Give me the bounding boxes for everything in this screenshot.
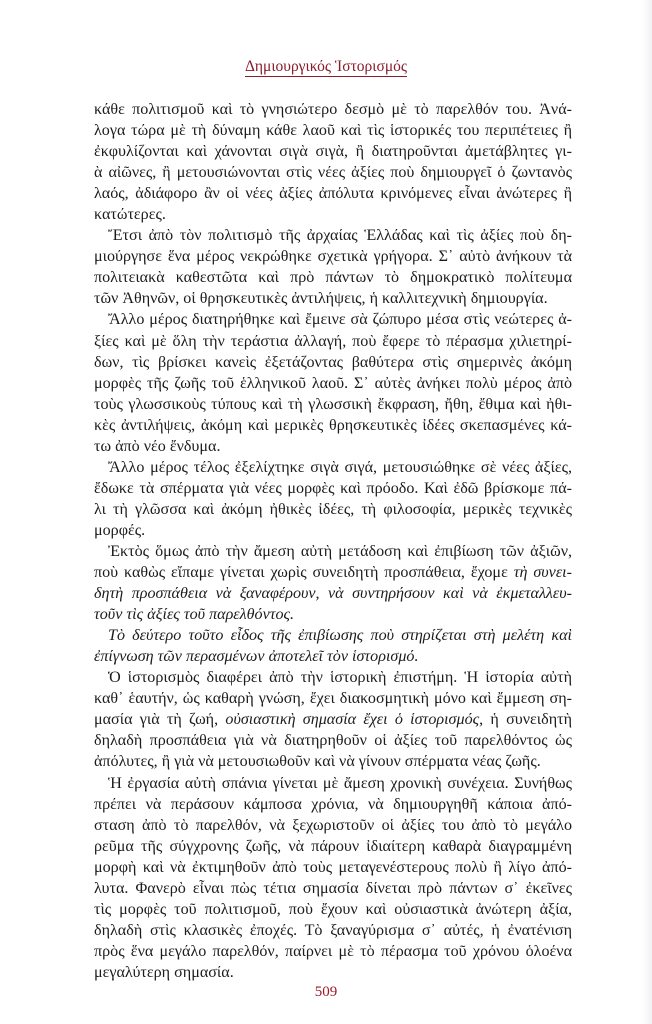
- text-line: σταση ἀπὸ τὸ παρελθόν, νὰ ξεχωριστοῦν οἱ ἀξίες του ἀπὸ τὸ μεγάλο: [94, 816, 572, 834]
- emphasis: οὐσιαστικὴ σημασία ἔχει ὁ ἱστορισμός: [225, 711, 480, 729]
- text-line: κατώτερες.: [94, 206, 166, 224]
- text-line: μιούργησε ἕνα μέρος νεκρώθηκε σχετικὰ γρήγορα. Σ᾽ αὐτὸ ἀνήκουν τὰ: [94, 248, 572, 266]
- text-line: τοὺς γλωσσικοὺς τύπους καὶ τὴ γλωσσικὴ ἔκφραση, ἤθη, ἔθιμα καὶ ἠθι-: [94, 395, 572, 413]
- paragraph: [94, 667, 572, 772]
- text-line: δητὴ προσπάθεια νὰ ξαναφέρουν, νὰ συντηρήσουν καὶ νὰ ἐκμεταλλευ-: [94, 585, 572, 603]
- text-line: δηλαδὴ στὶς κλασικὲς ἐποχές. Τὸ ξαναγύρισμα σ᾽ αὐτές, ἡ ἐνατένιση: [94, 921, 572, 939]
- text-line: τὶς μορφὲς τοῦ πολιτισμοῦ, ποὺ ἔχουν καὶ οὐσιαστικὰ ἀνώτερη ἀξία,: [94, 900, 572, 918]
- text-line: λογα τώρα μὲ τὴ δύναμη κάθε λαοῦ καὶ τὶς ἱστορικές του περιπέτειες ἢ: [94, 122, 572, 140]
- page-body: [94, 99, 572, 983]
- paragraph: [94, 99, 572, 225]
- paragraph: [94, 225, 572, 309]
- text-line: ἔδωκε τὰ σπέρματα γιὰ νέες μορφὲς καὶ πρόοδο. Καὶ ἐδῶ βρίσκομε πά-: [94, 479, 572, 497]
- text-line: λαός, ἀδιάφορο ἂν οἱ νέες ἀξίες ἀπόλυτα κρινόμενες εἶναι ἀνώτερες ἢ: [94, 185, 572, 203]
- text-line: τῶν Ἀθηνῶν, οἱ θρησκευτικὲς ἀντιλήψεις, ἡ καλλιτεχνικὴ δημιουργία.: [94, 290, 548, 308]
- running-title: Δημιουργικός Ἱστορισμός: [244, 58, 408, 75]
- text-line: λι τὴ γλῶσσα καὶ ἀκόμη ἠθικὲς ἰδέες, τὴ φιλοσοφία, μερικὲς τεχνικὲς: [94, 500, 572, 518]
- paragraph: [94, 457, 572, 541]
- text-line: μασία γιὰ τὴ ζωή, οὐσιαστικὴ σημασία ἔχει ὁ ἱστορισμός, ἡ συνειδητὴ: [94, 711, 572, 729]
- text-line: Ὁ ἱστορισμὸς διαφέρει ἀπὸ τὴν ἱστορικὴ ἐπιστήμη. Ἡ ἱστορία αὐτὴ: [108, 669, 572, 687]
- emphasis: τὴ συνει-: [513, 564, 572, 582]
- text-line: ἐπίγνωση τῶν περασμένων ἀποτελεῖ τὸν ἱστορισμό.: [94, 648, 419, 666]
- text-line: δων, τὶς βρίσκει κανεὶς ἐξετάζοντας βαθύτερα στὶς σημερινὲς ἀκόμη: [94, 353, 572, 371]
- page-edge-shadow: [642, 0, 652, 1024]
- text-line: μορφὴ καὶ νὰ ἐκτιμηθοῦν ἀπὸ τοὺς μεταγενέστερους πολὺ ἢ λίγο ἀπό-: [94, 858, 572, 876]
- text-line: λυτα. Φανερὸ εἶναι πὼς τέτια σημασία δίνεται πρὸ πάντων σ᾽ ἐκεῖνες: [94, 879, 572, 897]
- paragraph: [94, 773, 572, 983]
- text-line: ἀπόλυτες, ἢ γιὰ νὰ μετουσιωθοῦν καὶ νὰ γίνουν σπέρματα νέας ζωῆς.: [94, 753, 541, 771]
- text-line: δηλαδὴ προσπάθεια γιὰ νὰ διατηρηθοῦν οἱ ἀξίες τοῦ παρελθόντος ὡς: [94, 732, 572, 750]
- text-line: κάθε πολιτισμοῦ καὶ τὸ γνησιώτερο δεσμὸ μὲ τὸ παρελθόν του. Ἀνά-: [94, 101, 572, 118]
- page-number: 509: [314, 984, 338, 1000]
- text-line: κὲς ἀντιλήψεις, ἀκόμη καὶ μερικὲς θρησκευτικὲς ἰδέες σκεπασμένες κά-: [94, 416, 572, 434]
- paragraph: [94, 541, 572, 625]
- running-header: [0, 58, 652, 76]
- text-line: τω ἀπὸ νέο ἔνδυμα.: [94, 437, 221, 455]
- text-line: ξίες καὶ μὲ ὅλη τὴν τεράστια ἀλλαγή, ποὺ ἔφερε τὸ πέρασμα χιλιετηρί-: [94, 332, 572, 350]
- text-line: Ἔτσι ἀπὸ τὸν πολιτισμὸ τῆς ἀρχαίας Ἑλλάδας καὶ τὶς ἀξίες ποὺ δη-: [108, 227, 572, 245]
- text-line: μορφές.: [94, 521, 146, 539]
- text-line: Ἄλλο μέρος διατηρήθηκε καὶ ἔμεινε σὰ ζώπυρο μέσα στὶς νεώτερες ἀ-: [108, 311, 572, 329]
- text-line: ὰ αἰῶνες, ἢ μετουσιώνονται στὶς νέες ἀξίες ποὺ δημιουργεῖ ὁ ζωντανὸς: [94, 164, 572, 182]
- text-line: τοῦν τὶς ἀξίες τοῦ παρελθόντος.: [94, 606, 295, 624]
- text-line: καθ᾽ ἑαυτήν, ὡς καθαρὴ γνώση, ἔχει διακοσμητικὴ μόνο καὶ ἔμμεση ση-: [94, 690, 572, 708]
- text-line: Ἐκτὸς ὅμως ἀπὸ τὴν ἄμεση αὐτὴ μετάδοση καὶ ἐπιβίωση τῶν ἀξιῶν,: [108, 542, 572, 560]
- text-line: Ἄλλο μέρος τέλος ἐξελίχτηκε σιγὰ σιγά, μετουσιώθηκε σὲ νέες ἀξίες,: [108, 458, 572, 476]
- paragraph: [94, 309, 572, 456]
- text-line: ἐκφυλίζονται καὶ χάνονται σιγὰ σιγὰ, ἢ διατηροῦνται ἀμετάβλητες γι-: [94, 143, 572, 161]
- paragraph: [94, 625, 572, 667]
- text-line: ρεῦμα τῆς σύγχρονης ζωῆς, νὰ πάρουν ἰδιαίτερη καθαρὰ διαγραμμένη: [94, 837, 572, 855]
- text-line: πρέπει νὰ περάσουν κάμποσα χρόνια, νὰ δημιουργηθῆ κάποια ἀπό-: [94, 795, 572, 813]
- text-line: μορφὲς τῆς ζωῆς τοῦ ἑλληνικοῦ λαοῦ. Σ᾽ αὐτὲς ἀνήκει πολὺ μέρος ἀπὸ: [94, 374, 572, 392]
- text-line: μεγαλύτερη σημασία.: [94, 963, 234, 981]
- text-line: πολιτειακὰ καθεστῶτα καὶ πρὸ πάντων τὸ δημοκρατικὸ πολίτευμα: [94, 269, 572, 287]
- text-line: Ἡ ἐργασία αὐτὴ σπάνια γίνεται μὲ ἄμεση χρονικὴ συνέχεια. Συνήθως: [108, 774, 572, 792]
- text-line: ποὺ καθὼς εἴπαμε γίνεται χωρὶς συνειδητὴ προσπάθεια, ἔχομε τὴ συνει-: [94, 564, 572, 582]
- text-line: πρὸς ἕνα μεγάλο παρελθόν, παίρνει μὲ τὸ πέρασμα τοῦ χρόνου ὁλοένα: [94, 942, 572, 960]
- text-line: Τὸ δεύτερο τοῦτο εἶδος τῆς ἐπιβίωσης ποὺ στηρίζεται στὴ μελέτη καὶ: [108, 627, 572, 645]
